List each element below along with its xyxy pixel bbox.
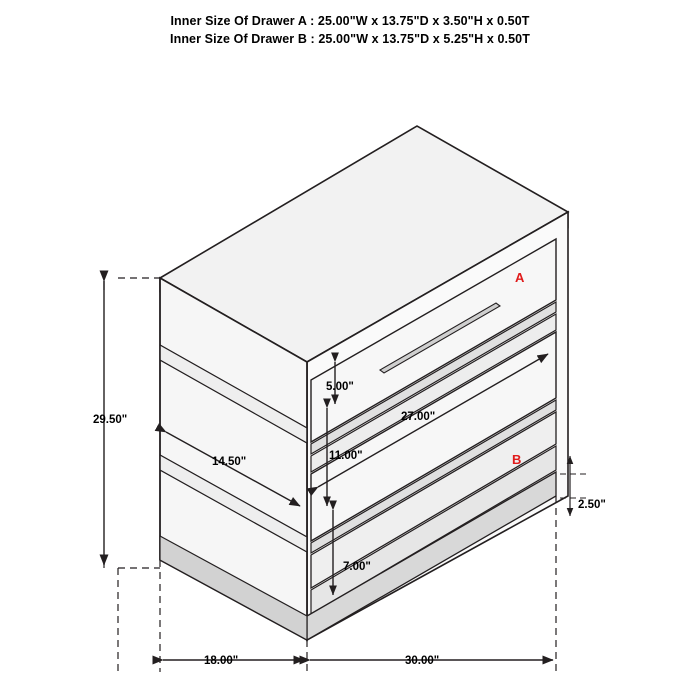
drawer-a-label: A (515, 270, 525, 285)
drawer-b-label: B (512, 452, 522, 467)
dim-drawer-a-face-label: 5.00" (326, 381, 354, 393)
dim-width-footprint-label: 30.00" (405, 655, 440, 667)
dim-base-height-label: 2.50" (578, 499, 606, 511)
dim-side-depth-label: 14.50" (212, 456, 247, 468)
drawer-a-inner-size-note: Inner Size Of Drawer A : 25.00"W x 13.75"D x 3.50"H x 0.50T (170, 14, 530, 28)
drawer-b-inner-size-note: Inner Size Of Drawer B : 25.00"W x 13.75"D x 5.25"H x 0.50T (170, 32, 530, 46)
dim-mid-height-label: 11.00" (329, 450, 363, 462)
dim-drawer-b-face-label: 7.00" (343, 561, 371, 573)
dim-overall-height-label: 29.50" (93, 414, 128, 426)
dim-front-width-label: 27.00" (401, 411, 436, 423)
dim-depth-footprint-label: 18.00" (204, 655, 239, 667)
